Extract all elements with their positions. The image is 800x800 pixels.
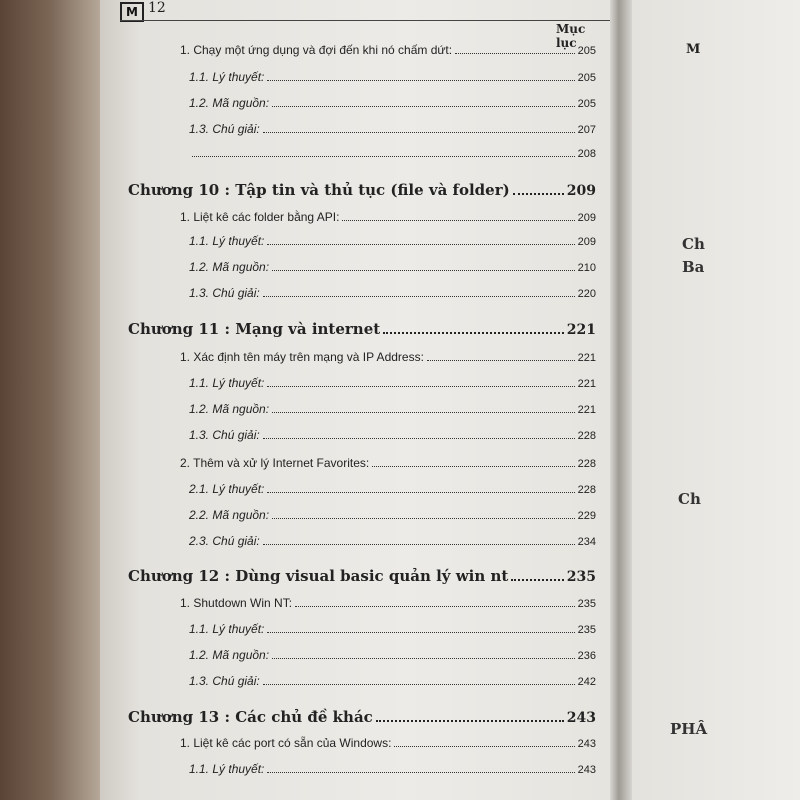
toc-label: 1.1. Lý thuyết:	[189, 762, 265, 776]
toc-label: 1. Liệt kê các port có sẵn của Windows:	[180, 736, 392, 750]
page-number: 12	[148, 0, 166, 16]
toc-section	[180, 456, 596, 470]
toc-subsection	[189, 148, 596, 160]
toc-leader	[267, 771, 574, 773]
toc-subsection	[189, 482, 596, 496]
toc-subsection	[189, 674, 596, 688]
toc-label: Chương 13 : Các chủ đề khác	[128, 708, 373, 726]
toc-label: 1. Xác định tên máy trên mạng và IP Address:	[180, 350, 424, 364]
toc-leader	[263, 543, 575, 545]
toc-label: Chương 11 : Mạng và internet	[128, 320, 381, 338]
toc-leader	[511, 578, 563, 581]
toc-leader	[263, 437, 575, 439]
publisher-logo: M	[120, 2, 144, 22]
facing-fragment: PHÂ	[670, 720, 708, 738]
toc-page-number: 235	[577, 598, 596, 610]
toc-page-number: 208	[577, 148, 596, 160]
toc-page-number: 228	[577, 484, 596, 496]
toc-leader	[263, 683, 575, 685]
toc-label: Chương 10 : Tập tin và thủ tục (file và folder)	[128, 181, 510, 199]
toc-label: 2.3. Chú giải:	[189, 534, 260, 548]
facing-page-title: M	[686, 42, 701, 57]
facing-page	[632, 0, 800, 800]
toc-subsection	[189, 376, 596, 390]
toc-leader	[267, 631, 574, 633]
toc-section	[180, 210, 596, 224]
toc-subsection	[189, 402, 596, 416]
toc-leader	[272, 269, 575, 271]
facing-fragment: Ch	[678, 490, 701, 508]
toc-subsection	[189, 534, 596, 548]
facing-fragment: Ch	[682, 235, 705, 253]
toc-subsection	[189, 622, 596, 636]
toc-section	[180, 43, 596, 57]
toc-page-number: 235	[577, 624, 596, 636]
facing-fragment: Ba	[682, 258, 705, 276]
toc-page-number: 228	[577, 458, 596, 470]
toc-page-number: 234	[577, 536, 596, 548]
toc-section	[180, 736, 596, 750]
toc-chapter	[128, 320, 596, 338]
book-edge-left	[0, 0, 100, 800]
toc-page-number: 235	[566, 569, 596, 585]
toc-leader	[427, 359, 575, 361]
toc-subsection	[189, 648, 596, 662]
toc-subsection	[189, 286, 596, 300]
toc-label: 1.3. Chú giải:	[189, 674, 260, 688]
toc-leader	[383, 331, 564, 334]
toc-list	[100, 0, 610, 800]
toc-page-number: 210	[577, 262, 596, 274]
toc-leader	[272, 411, 575, 413]
toc-chapter	[128, 567, 596, 585]
toc-leader	[267, 491, 574, 493]
toc-page-number: 229	[577, 510, 596, 522]
toc-page-number: 236	[577, 650, 596, 662]
toc-page-number: 228	[577, 430, 596, 442]
toc-leader	[513, 192, 564, 195]
toc-subsection	[189, 70, 596, 84]
toc-chapter	[128, 708, 596, 726]
toc-page-number: 243	[577, 764, 596, 776]
toc-label: 2. Thêm và xử lý Internet Favorites:	[180, 456, 370, 470]
toc-page-number: 205	[577, 45, 596, 57]
page-title: Mục lục	[556, 22, 586, 50]
toc-page-number: 221	[566, 322, 596, 338]
toc-label: 1.1. Lý thuyết:	[189, 70, 265, 84]
toc-subsection	[189, 234, 596, 248]
toc-page-number: 242	[577, 676, 596, 688]
toc-section	[180, 350, 596, 364]
toc-leader	[394, 745, 574, 747]
toc-leader	[272, 105, 575, 107]
toc-leader	[376, 719, 564, 722]
toc-page-number: 243	[566, 710, 596, 726]
toc-page-number: 221	[577, 352, 596, 364]
toc-label: 2.2. Mã nguồn:	[189, 508, 270, 522]
toc-label: 1.2. Mã nguồn:	[189, 96, 270, 110]
toc-label: 1.2. Mã nguồn:	[189, 402, 270, 416]
toc-leader	[342, 219, 574, 221]
toc-leader	[263, 131, 575, 133]
toc-page-number: 220	[577, 288, 596, 300]
toc-leader	[372, 465, 574, 467]
toc-label: 1.3. Chú giải:	[189, 122, 260, 136]
toc-label: 1.2. Mã nguồn:	[189, 648, 270, 662]
toc-subsection	[189, 428, 596, 442]
toc-label: 1.3. Chú giải:	[189, 286, 260, 300]
toc-label: 1.1. Lý thuyết:	[189, 376, 265, 390]
toc-page-number: 207	[577, 124, 596, 136]
toc-page-number: 209	[566, 183, 596, 199]
toc-label: 1. Shutdown Win NT:	[180, 596, 293, 610]
toc-label: 1. Liệt kê các folder bằng API:	[180, 210, 340, 224]
toc-leader	[267, 79, 574, 81]
toc-leader	[263, 295, 575, 297]
toc-label: 1.1. Lý thuyết:	[189, 622, 265, 636]
toc-subsection	[189, 96, 596, 110]
toc-label: 1.2. Mã nguồn:	[189, 260, 270, 274]
toc-page	[100, 0, 610, 800]
toc-leader	[272, 657, 575, 659]
toc-page-number: 209	[577, 236, 596, 248]
toc-leader	[267, 385, 574, 387]
toc-section	[180, 596, 596, 610]
toc-leader	[267, 243, 574, 245]
toc-label: 1. Chạy một ứng dụng và đợi đến khi nó chấm dứt:	[180, 43, 453, 57]
toc-subsection	[189, 122, 596, 136]
toc-chapter	[128, 181, 596, 199]
toc-page-number: 243	[577, 738, 596, 750]
toc-page-number: 205	[577, 72, 596, 84]
toc-label: Chương 12 : Dùng visual basic quản lý win nt	[128, 567, 509, 585]
toc-subsection	[189, 260, 596, 274]
toc-leader	[295, 605, 575, 607]
toc-subsection	[189, 762, 596, 776]
toc-leader	[192, 155, 575, 157]
toc-leader	[455, 52, 575, 54]
toc-page-number: 205	[577, 98, 596, 110]
book-gutter	[610, 0, 632, 800]
toc-subsection	[189, 508, 596, 522]
toc-label: 1.3. Chú giải:	[189, 428, 260, 442]
toc-page-number: 221	[577, 404, 596, 416]
toc-page-number: 209	[577, 212, 596, 224]
toc-page-number: 221	[577, 378, 596, 390]
toc-label: 2.1. Lý thuyết:	[189, 482, 265, 496]
toc-leader	[272, 517, 575, 519]
toc-label: 1.1. Lý thuyết:	[189, 234, 265, 248]
